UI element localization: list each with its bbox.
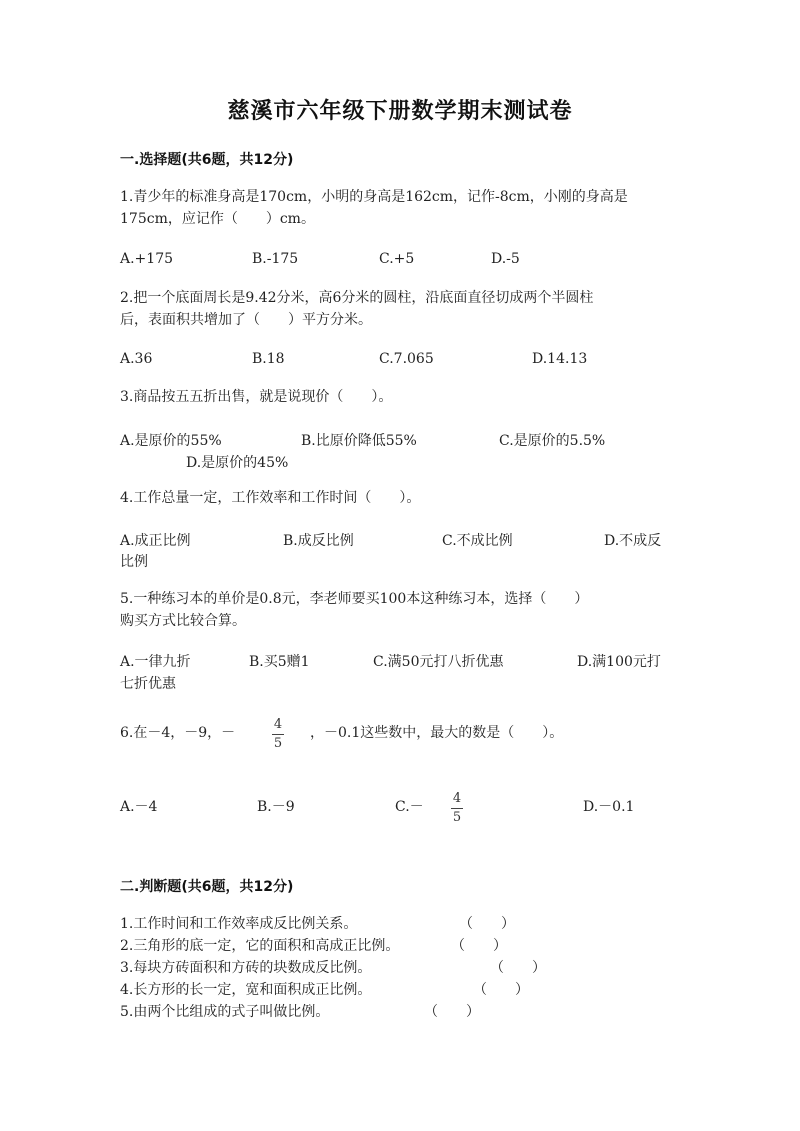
question-5-option-b: B.买5赠1: [249, 654, 310, 670]
question-1-option-a: A.+175: [120, 251, 174, 267]
question-3-line-1: 3.商品按五五折出售，就是说现价（ ）。: [120, 389, 393, 405]
section-heading-choice: 一.选择题(共6题，共12分): [120, 152, 294, 168]
question-2-option-d: D.14.13: [532, 351, 588, 367]
question-6-option-a: A.－4: [120, 799, 158, 815]
question-5-line-2: 购买方式比较合算。: [120, 613, 246, 629]
fraction-numerator: 4: [452, 791, 462, 806]
question-5-option-c: C.满50元打八折优惠: [373, 654, 504, 670]
question-5-option-a: A.一律九折: [120, 654, 191, 670]
fraction-numerator: 4: [273, 717, 283, 732]
question-3-option-b: B.比原价降低55%: [301, 433, 417, 449]
question-3-option-c: C.是原价的5.5%: [499, 433, 606, 449]
question-6-option-c: C.－: [395, 799, 424, 815]
question-2-option-b: B.18: [252, 351, 285, 367]
question-3-option-d: D.是原价的45%: [186, 455, 289, 471]
question-4-option-b: B.成反比例: [283, 533, 354, 549]
question-1-line-1: 1.青少年的标准身高是170cm，小明的身高是162cm，记作-8cm，小刚的身高是: [120, 189, 628, 205]
question-2-option-c: C.7.065: [379, 351, 434, 367]
question-4-option-d: D.不成反: [604, 533, 662, 549]
fraction-denominator: 5: [452, 810, 462, 825]
judgement-item-3: 3.每块方砖面积和方砖的块数成反比例。: [120, 960, 372, 976]
fraction-bar: [272, 734, 284, 735]
question-5-option-d: D.满100元打: [577, 654, 661, 670]
judgement-item-2: 2.三角形的底一定，它的面积和高成正比例。: [120, 938, 400, 954]
judgement-item-1: 1.工作时间和工作效率成反比例关系。: [120, 916, 358, 932]
question-3-option-a: A.是原价的55%: [120, 433, 222, 449]
judgement-answer-bracket-4[interactable]: （ ）: [473, 982, 529, 998]
question-5-line-1: 5.一种练习本的单价是0.8元，李老师要买100本这种练习本，选择（ ）: [120, 591, 589, 607]
question-6-option-c-fraction: [451, 792, 463, 825]
judgement-answer-bracket-5[interactable]: （ ）: [424, 1004, 480, 1020]
fraction-denominator: 5: [273, 736, 283, 751]
judgement-answer-bracket-1[interactable]: （ ）: [459, 916, 515, 932]
judgement-answer-bracket-2[interactable]: （ ）: [451, 938, 507, 954]
question-1-option-c: C.+5: [379, 251, 415, 267]
page-title: 慈溪市六年级下册数学期末测试卷: [227, 98, 573, 124]
question-1-option-d: D.-5: [491, 251, 520, 267]
question-5-option-d-continued: 七折优惠: [120, 676, 176, 692]
question-4-line-1: 4.工作总量一定，工作效率和工作时间（ ）。: [120, 490, 421, 506]
question-6-option-d: D.－0.1: [583, 799, 635, 815]
judgement-item-5: 5.由两个比组成的式子叫做比例。: [120, 1004, 330, 1020]
question-4-option-a: A.成正比例: [120, 533, 191, 549]
question-1-option-b: B.-175: [252, 251, 299, 267]
section-heading-judgement: 二.判断题(共6题，共12分): [120, 879, 294, 895]
question-2-option-a: A.36: [120, 351, 153, 367]
question-2-line-1: 2.把一个底面周长是9.42分米，高6分米的圆柱，沿底面直径切成两个半圆柱: [120, 290, 594, 306]
question-6-text-part-2: ，－0.1这些数中，最大的数是（ ）。: [310, 725, 564, 741]
judgement-answer-bracket-3[interactable]: （ ）: [490, 960, 546, 976]
question-2-line-2: 后，表面积共增加了（ ）平方分米。: [120, 312, 372, 328]
question-4-option-c: C.不成比例: [442, 533, 513, 549]
question-4-option-d-continued: 比例: [120, 554, 148, 570]
question-1-line-2: 175cm，应记作（ ）cm。: [120, 211, 315, 227]
question-6-text-part-1: 6.在－4，－9，－: [120, 725, 236, 741]
judgement-item-4: 4.长方形的长一定，宽和面积成正比例。: [120, 982, 372, 998]
fraction-bar: [451, 808, 463, 809]
question-6-option-b: B.－9: [257, 799, 295, 815]
question-6-fraction: [272, 718, 284, 751]
